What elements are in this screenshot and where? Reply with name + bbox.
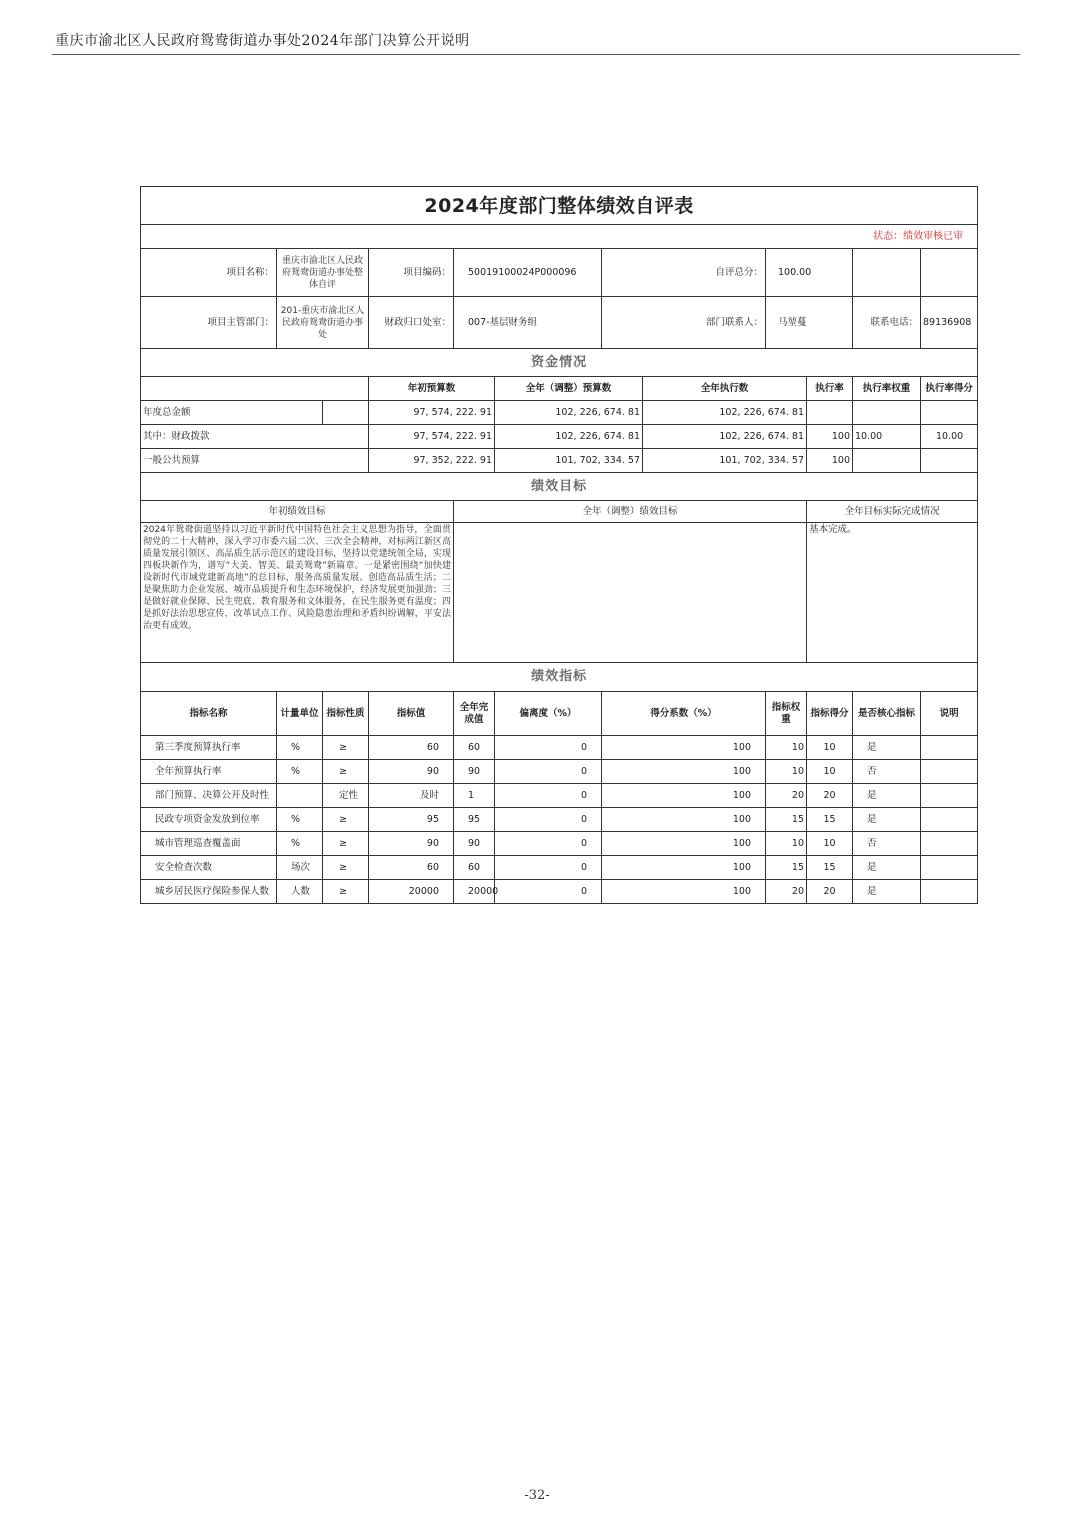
ind-nature: ≥ xyxy=(323,736,369,760)
indicators-section-title: 绩效指标 xyxy=(141,663,978,692)
ind-header-core: 是否核心指标 xyxy=(853,692,921,736)
funds-row-adjusted: 102, 226, 674. 81 xyxy=(495,425,643,449)
ind-core: 是 xyxy=(853,808,921,832)
funds-row-adjusted: 101, 702, 334. 57 xyxy=(495,449,643,473)
funds-row-initial: 97, 574, 222. 91 xyxy=(369,401,495,425)
ind-note xyxy=(921,856,978,880)
phone-value: 89136908 xyxy=(921,297,978,349)
ind-coef: 100 xyxy=(602,784,766,808)
project-code-label: 项目编码： xyxy=(369,249,454,297)
ind-nature: ≥ xyxy=(323,832,369,856)
ind-weight: 10 xyxy=(766,760,807,784)
funds-row-executed: 101, 702, 334. 57 xyxy=(643,449,807,473)
ind-deviation: 0 xyxy=(495,856,602,880)
ind-deviation: 0 xyxy=(495,784,602,808)
ind-coef: 100 xyxy=(602,736,766,760)
goals-section-title: 绩效目标 xyxy=(141,473,978,501)
goals-adjusted-text xyxy=(454,523,807,663)
ind-target: 95 xyxy=(369,808,454,832)
funds-row-initial: 97, 352, 222. 91 xyxy=(369,449,495,473)
ind-coef: 100 xyxy=(602,760,766,784)
finance-value: 007-基层财务组 xyxy=(454,297,602,349)
ind-header-deviation: 偏离度（%） xyxy=(495,692,602,736)
funds-row-weight xyxy=(853,449,921,473)
funds-row-score xyxy=(921,449,978,473)
self-score-value: 100.00 xyxy=(766,249,853,297)
ind-note xyxy=(921,880,978,904)
project-name-value: 重庆市渝北区人民政府鸳鸯街道办事处整体自评 xyxy=(277,249,369,297)
indicator-rows xyxy=(141,736,978,904)
ind-weight: 15 xyxy=(766,808,807,832)
status-badge: 状态：绩效审核已审 xyxy=(141,225,978,249)
page-header: 重庆市渝北区人民政府鸳鸯街道办事处2024年部门决算公开说明 xyxy=(55,33,470,49)
ind-nature: ≥ xyxy=(323,808,369,832)
funds-row-weight: 10.00 xyxy=(853,425,921,449)
page-number: -32- xyxy=(524,1488,550,1503)
contact-label: 部门联系人： xyxy=(602,297,766,349)
ind-name: 城市管理巡查覆盖面 xyxy=(141,832,277,856)
ind-deviation: 0 xyxy=(495,736,602,760)
funds-row-weight xyxy=(853,401,921,425)
ind-score: 10 xyxy=(807,736,853,760)
ind-actual: 20000 xyxy=(454,880,495,904)
ind-target: 90 xyxy=(369,760,454,784)
goals-header-actual: 全年目标实际完成情况 xyxy=(807,501,978,523)
funds-header-executed: 全年执行数 xyxy=(643,377,807,401)
header-rule xyxy=(52,54,1020,55)
ind-actual: 90 xyxy=(454,760,495,784)
ind-header-score: 指标得分 xyxy=(807,692,853,736)
goals-initial-text: 2024年鸳鸯街道坚持以习近平新时代中国特色社会主义思想为指导，全面贯彻党的二十大精神，深入学习市委六届二次、三次全会精神，对标两江新区高质量发展引领区、高品质生活示范区的建设目标，坚持以党建统领全局，实现四板块新作为，谱写“大美、智美、最美鸳鸯”新篇章。一是紧密围绕“加快建设新时代市域党建新高地”的总目标，服务高质量发展、创造高品质生活；二是聚焦助力企业发展、城市品质提升和生态环境保护，经济发展更加强劲；三是做好就业保障、民生兜底、教育服务和文体服务，在民生服务更有温度；四是抓好法治思想宣传、改革试点工作、风险隐患治理和矛盾纠纷调解，平安法治更有成效。 xyxy=(141,523,454,663)
funds-row-blank xyxy=(323,401,369,425)
info-empty-cell xyxy=(853,249,921,297)
funds-row-rate xyxy=(807,401,853,425)
ind-unit xyxy=(277,784,323,808)
ind-nature: 定性 xyxy=(323,784,369,808)
goals-header-initial: 年初绩效目标 xyxy=(141,501,454,523)
ind-core: 是 xyxy=(853,856,921,880)
ind-unit: % xyxy=(277,760,323,784)
ind-weight: 20 xyxy=(766,784,807,808)
funds-row-score: 10.00 xyxy=(921,425,978,449)
ind-target: 90 xyxy=(369,832,454,856)
funds-row-executed: 102, 226, 674. 81 xyxy=(643,425,807,449)
phone-label: 联系电话： xyxy=(853,297,921,349)
ind-score: 10 xyxy=(807,832,853,856)
ind-header-name: 指标名称 xyxy=(141,692,277,736)
project-name-label: 项目名称： xyxy=(141,249,277,297)
ind-weight: 10 xyxy=(766,832,807,856)
ind-unit: 场次 xyxy=(277,856,323,880)
funds-header-adjusted: 全年（调整）预算数 xyxy=(495,377,643,401)
info-empty-cell xyxy=(921,249,978,297)
funds-row-name: 年度总金额 xyxy=(141,401,323,425)
table-row xyxy=(141,808,978,832)
funds-header-score: 执行率得分 xyxy=(921,377,978,401)
ind-nature: ≥ xyxy=(323,880,369,904)
ind-score: 15 xyxy=(807,808,853,832)
ind-unit: % xyxy=(277,736,323,760)
funds-header-blank xyxy=(141,377,369,401)
ind-target: 60 xyxy=(369,856,454,880)
ind-nature: ≥ xyxy=(323,760,369,784)
table-row xyxy=(141,832,978,856)
ind-note xyxy=(921,784,978,808)
table-title: 2024年度部门整体绩效自评表 xyxy=(141,187,978,225)
dept-label: 项目主管部门： xyxy=(141,297,277,349)
table-row xyxy=(141,760,978,784)
ind-header-unit: 计量单位 xyxy=(277,692,323,736)
ind-name: 全年预算执行率 xyxy=(141,760,277,784)
ind-coef: 100 xyxy=(602,880,766,904)
ind-score: 15 xyxy=(807,856,853,880)
ind-name: 安全检查次数 xyxy=(141,856,277,880)
funds-header-initial: 年初预算数 xyxy=(369,377,495,401)
ind-actual: 95 xyxy=(454,808,495,832)
ind-name: 部门预算、决算公开及时性 xyxy=(141,784,277,808)
ind-header-coef: 得分系数（%） xyxy=(602,692,766,736)
goals-actual-text: 基本完成。 xyxy=(807,523,978,663)
funds-row-name: 一般公共预算 xyxy=(141,449,369,473)
funds-section-title: 资金情况 xyxy=(141,349,978,377)
ind-weight: 20 xyxy=(766,880,807,904)
ind-deviation: 0 xyxy=(495,880,602,904)
funds-row-initial: 97, 574, 222. 91 xyxy=(369,425,495,449)
ind-coef: 100 xyxy=(602,856,766,880)
ind-unit: % xyxy=(277,832,323,856)
ind-unit: % xyxy=(277,808,323,832)
ind-core: 否 xyxy=(853,832,921,856)
self-score-label: 自评总分： xyxy=(602,249,766,297)
ind-header-note: 说明 xyxy=(921,692,978,736)
ind-name: 第三季度预算执行率 xyxy=(141,736,277,760)
ind-core: 是 xyxy=(853,880,921,904)
ind-deviation: 0 xyxy=(495,832,602,856)
funds-row-rate: 100 xyxy=(807,449,853,473)
ind-actual: 60 xyxy=(454,856,495,880)
table-row xyxy=(141,856,978,880)
table-row xyxy=(141,736,978,760)
ind-core: 是 xyxy=(853,784,921,808)
ind-header-weight: 指标权重 xyxy=(766,692,807,736)
ind-target: 60 xyxy=(369,736,454,760)
ind-score: 20 xyxy=(807,880,853,904)
ind-target: 及时 xyxy=(369,784,454,808)
ind-note xyxy=(921,808,978,832)
ind-coef: 100 xyxy=(602,832,766,856)
ind-actual: 1 xyxy=(454,784,495,808)
funds-header-weight: 执行率权重 xyxy=(853,377,921,401)
ind-actual: 60 xyxy=(454,736,495,760)
table-row xyxy=(141,449,978,473)
project-code-value: 50019100024P000096 xyxy=(454,249,602,297)
performance-table xyxy=(140,186,978,904)
table-row xyxy=(141,784,978,808)
ind-core: 否 xyxy=(853,760,921,784)
ind-unit: 人数 xyxy=(277,880,323,904)
funds-row-score xyxy=(921,401,978,425)
ind-score: 10 xyxy=(807,760,853,784)
ind-name: 城乡居民医疗保险参保人数 xyxy=(141,880,277,904)
table-row xyxy=(141,880,978,904)
ind-deviation: 0 xyxy=(495,808,602,832)
ind-name: 民政专项资金发放到位率 xyxy=(141,808,277,832)
ind-actual: 90 xyxy=(454,832,495,856)
finance-label: 财政归口处室： xyxy=(369,297,454,349)
contact-value: 马堃蔓 xyxy=(766,297,853,349)
table-row xyxy=(141,425,978,449)
ind-note xyxy=(921,736,978,760)
funds-row-adjusted: 102, 226, 674. 81 xyxy=(495,401,643,425)
ind-target: 20000 xyxy=(369,880,454,904)
ind-coef: 100 xyxy=(602,808,766,832)
ind-weight: 10 xyxy=(766,736,807,760)
table-row xyxy=(141,401,978,425)
ind-header-actual: 全年完成值 xyxy=(454,692,495,736)
funds-row-executed: 102, 226, 674. 81 xyxy=(643,401,807,425)
ind-note xyxy=(921,832,978,856)
goals-header-adjusted: 全年（调整）绩效目标 xyxy=(454,501,807,523)
ind-nature: ≥ xyxy=(323,856,369,880)
funds-row-name: 其中：财政拨款 xyxy=(141,425,369,449)
funds-header-rate: 执行率 xyxy=(807,377,853,401)
ind-core: 是 xyxy=(853,736,921,760)
ind-note xyxy=(921,760,978,784)
ind-weight: 15 xyxy=(766,856,807,880)
ind-score: 20 xyxy=(807,784,853,808)
ind-header-target: 指标值 xyxy=(369,692,454,736)
ind-header-nature: 指标性质 xyxy=(323,692,369,736)
funds-row-rate: 100 xyxy=(807,425,853,449)
dept-value: 201-重庆市渝北区人民政府鸳鸯街道办事处 xyxy=(277,297,369,349)
ind-deviation: 0 xyxy=(495,760,602,784)
